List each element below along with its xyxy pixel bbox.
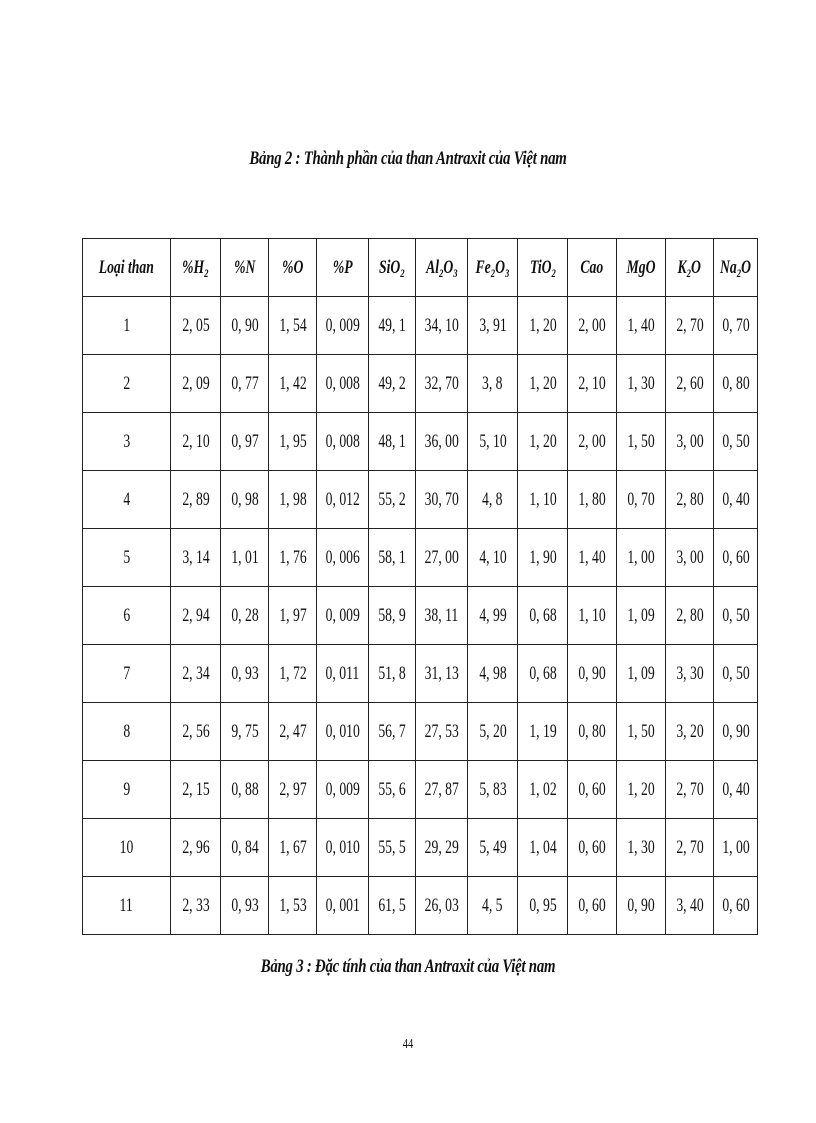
value-cell: 2, 80 <box>666 471 714 529</box>
value-cell: 27, 87 <box>416 761 468 819</box>
column-header: SiO$_2$ <box>369 239 416 297</box>
value-cell: 2, 97 <box>269 761 317 819</box>
column-header: $Na_2O$ <box>714 239 758 297</box>
value-cell: 0, 93 <box>221 645 269 703</box>
value-cell: 0, 006 <box>317 529 369 587</box>
value-cell: 2, 15 <box>171 761 221 819</box>
value-cell: 1, 42 <box>269 355 317 413</box>
value-cell: 4, 10 <box>468 529 518 587</box>
value-cell: 4, 8 <box>468 471 518 529</box>
value-cell: 0, 009 <box>317 587 369 645</box>
table-row <box>83 297 758 355</box>
value-cell: 31, 13 <box>416 645 468 703</box>
value-cell: 1, 98 <box>269 471 317 529</box>
coal-type-cell: 4 <box>83 471 171 529</box>
table-row <box>83 645 758 703</box>
value-cell: 3, 8 <box>468 355 518 413</box>
coal-type-cell: 11 <box>83 877 171 935</box>
value-cell: 0, 008 <box>317 413 369 471</box>
value-cell: 1, 01 <box>221 529 269 587</box>
value-cell: 1, 04 <box>518 819 568 877</box>
table-row <box>83 355 758 413</box>
value-cell: 0, 70 <box>617 471 666 529</box>
value-cell: 3, 14 <box>171 529 221 587</box>
value-cell: 2, 33 <box>171 877 221 935</box>
value-cell: 1, 20 <box>518 355 568 413</box>
value-cell: 51, 8 <box>369 645 416 703</box>
value-cell: 2, 34 <box>171 645 221 703</box>
value-cell: 0, 009 <box>317 761 369 819</box>
value-cell: 0, 98 <box>221 471 269 529</box>
value-cell: 2, 10 <box>171 413 221 471</box>
value-cell: 58, 1 <box>369 529 416 587</box>
table-row <box>83 529 758 587</box>
value-cell: 0, 010 <box>317 819 369 877</box>
value-cell: 55, 2 <box>369 471 416 529</box>
value-cell: 1, 67 <box>269 819 317 877</box>
value-cell: 0, 40 <box>714 471 758 529</box>
value-cell: 2, 70 <box>666 297 714 355</box>
coal-type-cell: 6 <box>83 587 171 645</box>
value-cell: 27, 53 <box>416 703 468 761</box>
value-cell: 49, 1 <box>369 297 416 355</box>
value-cell: 1, 02 <box>518 761 568 819</box>
value-cell: 61, 5 <box>369 877 416 935</box>
table-2-title: Bảng 2 : Thành phần của than Antraxit của Việt nam <box>249 148 567 169</box>
value-cell: 38, 11 <box>416 587 468 645</box>
value-cell: 0, 50 <box>714 413 758 471</box>
column-header: Loại than <box>83 239 171 297</box>
value-cell: 1, 09 <box>617 587 666 645</box>
value-cell: 1, 30 <box>617 819 666 877</box>
value-cell: 3, 00 <box>666 413 714 471</box>
coal-type-cell: 8 <box>83 703 171 761</box>
value-cell: 2, 47 <box>269 703 317 761</box>
value-cell: 1, 10 <box>568 587 617 645</box>
coal-type-cell: 1 <box>83 297 171 355</box>
value-cell: 1, 90 <box>518 529 568 587</box>
table-row <box>83 587 758 645</box>
column-header: $\%H_2$ <box>171 239 221 297</box>
page-number: 44 <box>402 1037 414 1052</box>
column-header: TiO$_2$ <box>518 239 568 297</box>
table-row <box>83 877 758 935</box>
value-cell: 29, 29 <box>416 819 468 877</box>
value-cell: 0, 60 <box>714 877 758 935</box>
value-cell: 0, 80 <box>568 703 617 761</box>
value-cell: 1, 53 <box>269 877 317 935</box>
value-cell: 2, 94 <box>171 587 221 645</box>
value-cell: 1, 40 <box>568 529 617 587</box>
value-cell: 2, 96 <box>171 819 221 877</box>
value-cell: 2, 80 <box>666 587 714 645</box>
value-cell: 27, 00 <box>416 529 468 587</box>
value-cell: 5, 20 <box>468 703 518 761</box>
value-cell: 1, 50 <box>617 703 666 761</box>
value-cell: 0, 90 <box>714 703 758 761</box>
value-cell: 1, 00 <box>714 819 758 877</box>
value-cell: 1, 40 <box>617 297 666 355</box>
value-cell: 1, 20 <box>617 761 666 819</box>
value-cell: 0, 60 <box>568 819 617 877</box>
value-cell: 0, 008 <box>317 355 369 413</box>
value-cell: 1, 19 <box>518 703 568 761</box>
value-cell: 0, 90 <box>221 297 269 355</box>
value-cell: 0, 84 <box>221 819 269 877</box>
value-cell: 0, 68 <box>518 645 568 703</box>
value-cell: 1, 20 <box>518 297 568 355</box>
value-cell: 0, 68 <box>518 587 568 645</box>
column-header: %O <box>269 239 317 297</box>
table-row <box>83 413 758 471</box>
value-cell: 3, 00 <box>666 529 714 587</box>
value-cell: 0, 90 <box>617 877 666 935</box>
value-cell: 1, 72 <box>269 645 317 703</box>
value-cell: 2, 10 <box>568 355 617 413</box>
value-cell: 3, 20 <box>666 703 714 761</box>
value-cell: 2, 89 <box>171 471 221 529</box>
coal-type-cell: 3 <box>83 413 171 471</box>
value-cell: 4, 99 <box>468 587 518 645</box>
value-cell: 36, 00 <box>416 413 468 471</box>
value-cell: 0, 97 <box>221 413 269 471</box>
column-header: Cao <box>568 239 617 297</box>
column-header: $Al_2O_3$ <box>416 239 468 297</box>
value-cell: 49, 2 <box>369 355 416 413</box>
value-cell: 0, 009 <box>317 297 369 355</box>
value-cell: 1, 97 <box>269 587 317 645</box>
column-header: MgO <box>617 239 666 297</box>
value-cell: 0, 001 <box>317 877 369 935</box>
value-cell: 0, 60 <box>714 529 758 587</box>
value-cell: 0, 80 <box>714 355 758 413</box>
value-cell: 3, 30 <box>666 645 714 703</box>
value-cell: 32, 70 <box>416 355 468 413</box>
value-cell: 1, 20 <box>518 413 568 471</box>
value-cell: 0, 60 <box>568 877 617 935</box>
coal-composition-table <box>82 238 758 935</box>
column-header: $K_2O$ <box>666 239 714 297</box>
value-cell: 0, 95 <box>518 877 568 935</box>
value-cell: 1, 00 <box>617 529 666 587</box>
value-cell: 0, 60 <box>568 761 617 819</box>
value-cell: 0, 50 <box>714 587 758 645</box>
value-cell: 0, 88 <box>221 761 269 819</box>
value-cell: 2, 60 <box>666 355 714 413</box>
value-cell: 56, 7 <box>369 703 416 761</box>
value-cell: 26, 03 <box>416 877 468 935</box>
value-cell: 1, 95 <box>269 413 317 471</box>
value-cell: 1, 10 <box>518 471 568 529</box>
value-cell: 0, 40 <box>714 761 758 819</box>
value-cell: 5, 83 <box>468 761 518 819</box>
value-cell: 0, 50 <box>714 645 758 703</box>
column-header: $Fe_2O_3$ <box>468 239 518 297</box>
value-cell: 1, 76 <box>269 529 317 587</box>
table-3-title: Bảng 3 : Đặc tính của than Antraxit của Việt nam <box>260 956 556 977</box>
coal-type-cell: 2 <box>83 355 171 413</box>
table-row <box>83 819 758 877</box>
coal-type-cell: 7 <box>83 645 171 703</box>
value-cell: 3, 91 <box>468 297 518 355</box>
value-cell: 55, 6 <box>369 761 416 819</box>
value-cell: 2, 70 <box>666 761 714 819</box>
value-cell: 0, 70 <box>714 297 758 355</box>
value-cell: 2, 00 <box>568 297 617 355</box>
table-row <box>83 703 758 761</box>
value-cell: 1, 54 <box>269 297 317 355</box>
value-cell: 0, 90 <box>568 645 617 703</box>
column-header: %P <box>317 239 369 297</box>
value-cell: 34, 10 <box>416 297 468 355</box>
table-body <box>83 297 758 935</box>
coal-type-cell: 9 <box>83 761 171 819</box>
value-cell: 5, 49 <box>468 819 518 877</box>
value-cell: 2, 56 <box>171 703 221 761</box>
value-cell: 1, 09 <box>617 645 666 703</box>
value-cell: 4, 98 <box>468 645 518 703</box>
value-cell: 0, 77 <box>221 355 269 413</box>
coal-type-cell: 10 <box>83 819 171 877</box>
table-header-row <box>83 239 758 297</box>
column-header: %N <box>221 239 269 297</box>
value-cell: 0, 28 <box>221 587 269 645</box>
value-cell: 9, 75 <box>221 703 269 761</box>
value-cell: 0, 011 <box>317 645 369 703</box>
value-cell: 0, 012 <box>317 471 369 529</box>
value-cell: 2, 00 <box>568 413 617 471</box>
value-cell: 2, 09 <box>171 355 221 413</box>
value-cell: 1, 50 <box>617 413 666 471</box>
value-cell: 55, 5 <box>369 819 416 877</box>
value-cell: 0, 010 <box>317 703 369 761</box>
value-cell: 58, 9 <box>369 587 416 645</box>
value-cell: 2, 70 <box>666 819 714 877</box>
value-cell: 48, 1 <box>369 413 416 471</box>
value-cell: 1, 30 <box>617 355 666 413</box>
value-cell: 3, 40 <box>666 877 714 935</box>
table-row <box>83 471 758 529</box>
value-cell: 4, 5 <box>468 877 518 935</box>
coal-type-cell: 5 <box>83 529 171 587</box>
value-cell: 1, 80 <box>568 471 617 529</box>
value-cell: 5, 10 <box>468 413 518 471</box>
value-cell: 0, 93 <box>221 877 269 935</box>
table-row <box>83 761 758 819</box>
value-cell: 30, 70 <box>416 471 468 529</box>
value-cell: 2, 05 <box>171 297 221 355</box>
